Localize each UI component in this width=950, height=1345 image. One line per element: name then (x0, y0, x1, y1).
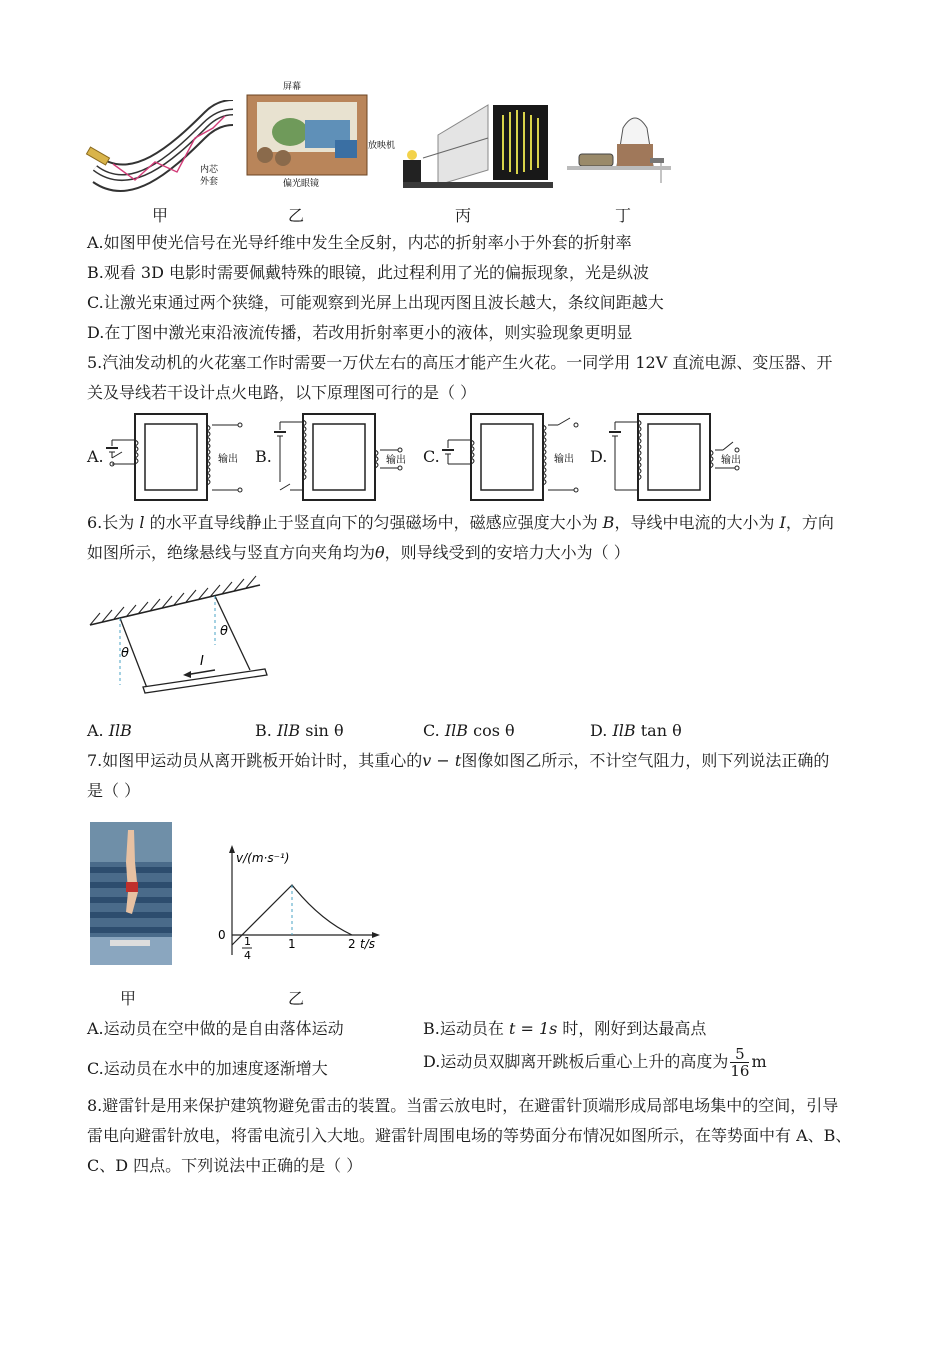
label-polarized-glasses: 偏光眼镜 (283, 179, 320, 189)
q7-tick-quarter-den: 4 (244, 949, 251, 962)
q7-tick-quarter-num: 1 (244, 935, 251, 948)
q7-x-axis-label: t/s (360, 937, 375, 951)
label-core: 内芯 (200, 165, 219, 175)
q7-option-d: D.运动员双脚离开跳板后重心上升的高度为 $\frac{5}{16}$ m (423, 1045, 767, 1080)
q7-tick-1: 1 (288, 937, 296, 951)
q6-option-a: A. IlB (87, 721, 132, 740)
q6-suspended-wire-figure (85, 575, 275, 705)
q4-option-b: B.观看 3D 电影时需要佩戴特殊的眼镜，此过程利用了光的偏振现象，光是纵波 (87, 263, 650, 282)
q6-theta-left: θ (121, 646, 129, 661)
q7-y-axis-label: v/(m·s⁻¹) (236, 851, 290, 865)
q7-caption-jia: 甲 (120, 989, 137, 1008)
q6-option-d: D. IlB tan θ (590, 721, 682, 740)
q8-stem-line2: 雷电向避雷针放电，将雷电流引入大地。避雷针周围电场的等势面分布情况如图所示，在等势面中有 A、B、 (87, 1126, 852, 1145)
q5-circuit-a (100, 410, 250, 505)
q5-circuit-label-b: B. (255, 447, 272, 466)
q6-theta-right: θ (220, 624, 228, 639)
q5-circuit-label-c: C. (423, 447, 440, 466)
label-projector: 放映机 (368, 141, 396, 151)
q7-diver-photo (90, 822, 172, 965)
q5-circuit-label-d: D. (590, 447, 608, 466)
caption-bing: 丙 (455, 206, 472, 225)
caption-jia: 甲 (152, 206, 169, 225)
q7-stem-line1: 7.如图甲运动员从离开跳板开始计时，其重心的v − t图像如图乙所示，不计空气阻力，则下列说法正确的 (87, 751, 830, 770)
q7-caption-yi: 乙 (288, 989, 305, 1008)
figure-bing-double-slit (368, 100, 558, 190)
q5-stem-line1: 5.汽油发动机的火花塞工作时需要一万伏左右的高压才能产生火花。一同学用 12V 直流电源、变压器、开 (87, 353, 833, 372)
q7-stem-line2: 是（ ） (87, 781, 141, 800)
q7-vt-graph (210, 840, 385, 965)
q5-b-output-label: 输出 (386, 455, 406, 466)
q4-option-a: A.如图甲使光信号在光导纤维中发生全反射，内芯的折射率小于外套的折射率 (87, 233, 632, 252)
q4-option-c: C.让激光束通过两个狭缝，可能观察到光屏上出现丙图且波长越大，条纹间距越大 (87, 293, 664, 312)
figure-yi-3d-movie (245, 80, 370, 190)
q5-circuit-b (268, 410, 418, 505)
caption-ding: 丁 (615, 206, 632, 225)
q7-origin-label: 0 (218, 928, 226, 942)
q7-option-c: C.运动员在水中的加速度逐渐增大 (87, 1059, 328, 1078)
q8-stem-line1: 8.避雷针是用来保护建筑物避免雷击的装置。当雷云放电时，在避雷针顶端形成局部电场集中的空间，引导 (87, 1096, 839, 1115)
label-cladding: 外套 (200, 177, 219, 187)
q6-stem-line1: 6.长为 l 的水平直导线静止于竖直向下的匀强磁场中，磁感应强度大小为 B，导线中电流的大小为 I，方向 (87, 513, 834, 532)
label-screen: 屏幕 (283, 82, 302, 92)
q7-option-a: A.运动员在空中做的是自由落体运动 (87, 1019, 344, 1038)
q5-a-output-label: 输出 (218, 454, 238, 465)
q7-tick-2: 2 (348, 937, 356, 951)
q5-circuit-d (603, 410, 753, 505)
figure-jia-optical-fiber (85, 100, 235, 195)
figure-ding-laser-liquid (565, 108, 675, 188)
caption-yi: 乙 (288, 206, 305, 225)
q5-circuit-c (436, 410, 586, 505)
q7-option-b: B.运动员在 t = 1s 时，刚好到达最高点 (423, 1019, 707, 1038)
q5-d-output-label: 输出 (721, 455, 741, 466)
q6-option-c: C. IlB cos θ (423, 721, 515, 740)
q4-option-d: D.在丁图中激光束沿液流传播，若改用折射率更小的液体，则实验现象更明显 (87, 323, 633, 342)
q6-option-b: B. IlB sin θ (255, 721, 344, 740)
q5-stem-line2: 关及导线若干设计点火电路，以下原理图可行的是（ ） (87, 383, 477, 402)
q5-circuit-label-a: A. (87, 447, 104, 466)
q8-stem-line3: C、D 四点。下列说法中正确的是（ ） (87, 1156, 363, 1175)
q6-current-label: I (200, 654, 204, 669)
q6-stem-line2: 如图所示，绝缘悬线与竖直方向夹角均为θ，则导线受到的安培力大小为（ ） (87, 543, 630, 562)
q5-c-output-label: 输出 (554, 454, 574, 465)
